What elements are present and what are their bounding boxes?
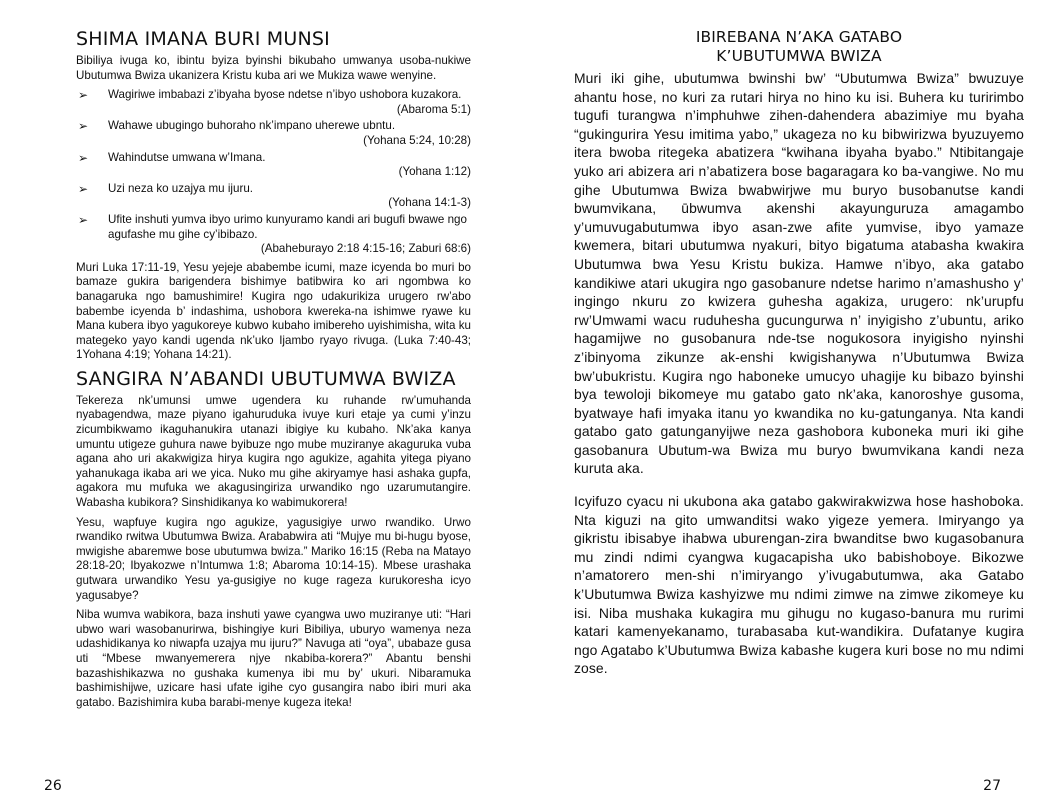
heading-share-gospel: SANGIRA N’ABANDI UBUTUMWA BWIZA xyxy=(76,367,456,390)
arrow-bullet-icon: ➢ xyxy=(78,212,89,227)
scripture-reference: (Abaheburayo 2:18 4:15-16; Zaburi 68:6) xyxy=(260,242,471,256)
left-column xyxy=(76,28,471,715)
about-paragraph-2: Icyifuzo cyacu ni ukubona aka gatabo gakwirakwizwa hose hashoboka. Nta kiguzi na gito umwanditsi wako yigeze yemera. Imiryango ya gikristu ibisabye ihabwa uburengan-zira bwanditse bwo kugasobanura mu zindi ndimi cyangwa kugacapisha uko babishoboye. Bikozwe n’amatorero men-shi n’imiryango y’ivugabutumwa, aka Gatabo k’Ubutumwa Bwiza kashyizwe mu ndimi zimwe na zimwe zikomeye ku isi. Niba mushaka kukagira mu gihugu no kugaso-banura mu rurimi katari kamenyekanamo, turabasaba kut-wandikira. Dufatanye kugira ngo Agatabo k’Ubutumwa Bwiza kabashe kugera kuri bose no mu ndimi zose. xyxy=(574,493,1024,677)
list-item-text: Ufite inshuti yumva ibyo urimo kunyuramo kandi ari bugufi bwawe ngo agufashe mu gihe cy’ibibazo. xyxy=(108,212,467,241)
arrow-bullet-icon: ➢ xyxy=(78,88,89,103)
luka-paragraph: Muri Luka 17:11-19, Yesu yejeje ababembe icumi, maze icyenda bo muri bo bamaze gukira barigendera bishimye batibwira ko ari ngombwa ko banagaruka ngo bamushimire! Kugira ngo udakurikiza urugero rw’abo babembe icyenda b’ indashima, ushobora kwereka-na ishimwe ryawe ku Mana kubera ibyo yagukoreye kubwo kubaho imibereho uyishimisha, wita ku mategeko yayo kandi ugenda nk’uko Ijambo ryayo rivuga. (Luka 7:40-43; 1Yohana 4:19; Yohana 14:21). xyxy=(76,260,471,362)
arrow-bullet-icon: ➢ xyxy=(78,119,89,134)
page-number-left: 26 xyxy=(44,778,62,794)
heading-thank-god: SHIMA IMANA BURI MUNSI xyxy=(76,28,330,50)
list-item xyxy=(76,119,471,148)
arrow-bullet-icon: ➢ xyxy=(78,181,89,196)
list-item xyxy=(76,88,471,117)
list-item-text: Wahawe ubugingo buhoraho nk’impano uherewe ubntu. xyxy=(108,119,396,133)
piano-story-paragraph: Tekereza nk’umunsi umwe ugendera ku ruhande rw’umuhanda nyabagendwa, maze piyano igahuruduka ivuye kuri etaje ya cumi y’inzu zicumbikwamo ikaguhanukira utanazi ibigiye ku kubaho. Nk’aka kanya umuntu utigeze guhura nawe byibuze ngo mube muziranye akaguruka vuba agana aho uri akakwigiza hirya kugira ngo agukize, agahita yitega piyano yahanukaga ikaba ari we yica. Nuko mu gihe akiryamye hasi ashaka gupfa, agakora mu mufuka we akagusingiriza urwandiko ngo uzarumutangire. Wabasha kubikora? Sinshidikanya ko wabimukorera! xyxy=(76,393,471,510)
arrow-bullet-icon: ➢ xyxy=(78,150,89,165)
booklet-title xyxy=(574,28,1024,66)
benefits-list xyxy=(76,88,471,257)
page-number-right: 27 xyxy=(983,778,1001,794)
jesus-letter-paragraph: Yesu, wapfuye kugira ngo agukize, yagusigiye urwo rwandiko. Urwo rwandiko rwitwa Ubutumwa Bwiza. Arababwira ati “Mujye mu bi-hugu byose, mwigishe abaremwe bose ubutumwa bwiza.” Mariko 16:15 (Reba na Matayo 28:18-20; Ibyakozwe n’Intumwa 1:8; Abaroma 10:14-15). Mbese urashaka gutwara urwandiko Yesu ya-gusigiye no kuge rageza kurukoresha icyo yagusabye? xyxy=(76,515,471,602)
list-item xyxy=(76,151,471,180)
list-item-text: Uzi neza ko uzajya mu ijuru. xyxy=(108,181,253,195)
booklet-title-line2: K’UBUTUMWA BWIZA xyxy=(716,47,882,65)
about-paragraph-1: Muri iki gihe, ubutumwa bwinshi bw’ “Ubutumwa Bwiza” bwuzuye ahantu hose, no kuri za rutari hirya no hino ku isi. Buhera ku turirimbo tugufi turangwa n’imphuhwe zihen-dahendera abazimiye mu byaha “gukingurira Yesu imitima yabo,” ukageza no ku bibwirizwa byuzuyemo itera bwoba ritegeka abatizera “kwihana ibyaha byabo.” Ntibitangaje yuko ari abizera ari n’abatizera bose bagaragara ko ba-vangiwe. No mu gihe Ubutumwa Bwiza bwabwirjwe mu buryo busobanutse kandi bwumvikana, ūbwumva akenshi akayunguruza amagambo y’umuvugabutumwa ibyo asan-zwe afite yumvise, ibyo yamaze kwemera, bitari ubutumwa nyakuri, bityo bigatuma atabasha kwakira Ubutumwa bwa Yesu Kristu bukiza. Hamwe n’ibyo, aka gatabo kandikiwe atari ukugira ngo gasobanure ndetse harimo n’amashusho y’ ingingo nkuru zo kwizera guhesha agakiza, urugero: nk’urupfu rw’Umwami wacu ruduhesha gucungurwa n’ inyigisho z’ubuntu, ariko hagamijwe no gusobanura nde-tse nogukosora inyigisho nyinshi z’ibinyoma zikunze ak-enshi kwigishanywa n’Ubutumwa Bwiza bw’ubukristu. Kugira ngo haboneke umucyo uhagije ku bibazo byinshi bya tewoloji bikomeye mu gatabo gato nk’aka, kanoroshye gusoma, byatwaye hafi imyaka itanu yo kwandika no ku-gatunganya. Nta kandi gatabo gato gatunganyijwe neza gashobora kuboneka muri iki gihe gasobanura Ubutum-wa Bwiza mu buryo bwumvikana kandi neza kuruta aka. xyxy=(574,70,1024,477)
list-item xyxy=(76,182,471,211)
scripture-reference: (Yohana 1:12) xyxy=(398,165,471,179)
booklet-title-line1: IBIREBANA N’AKA GATABO xyxy=(695,28,903,46)
left-page xyxy=(0,0,522,808)
list-item-text: Wagiriwe imbabazi z’ibyaha byose ndetse n’ibyo ushobora kuzakora. xyxy=(108,88,462,102)
scripture-reference: (Yohana 14:1-3) xyxy=(388,196,471,210)
list-item-text: Wahindutse umwana w’Imana. xyxy=(108,150,266,164)
right-column xyxy=(574,28,1024,678)
right-page xyxy=(522,0,1045,808)
intro-paragraph: Bibiliya ivuga ko, ibintu byiza byinshi bikubaho umwanya usoba-nukiwe Ubutumwa Bwiza ukanizera Kristu kuba ari we Mukiza wawe wenyine. xyxy=(76,54,471,82)
scripture-reference: (Abaroma 5:1) xyxy=(396,102,471,116)
scripture-reference: (Yohana 5:24, 10:28) xyxy=(363,133,471,147)
ask-friend-paragraph: Niba wumva wabikora, baza inshuti yawe cyangwa uwo muziranye uti: “Hari ubwo wari wasobanurirwa, bishingiye kuri Bibiliya, uburyo wamenya neza udashidikanya ko niwapfa uzajya mu ijuru?” Navuga ati “oya”, ubabaze gusa uti “Mbese mwanyemerera njye nkabiba-korera?” Abantu benshi bazashishikazwa no gushaka kumenya ibi mu by’ ukuri. Nibaramuka bashimishijwe, uzicare hasi ufate igihe cyo gusangira nabo ibiri muri aka gatabo. Bazishimira kuba barabi-menye kugeza iteka! xyxy=(76,608,471,709)
list-item xyxy=(76,213,471,257)
